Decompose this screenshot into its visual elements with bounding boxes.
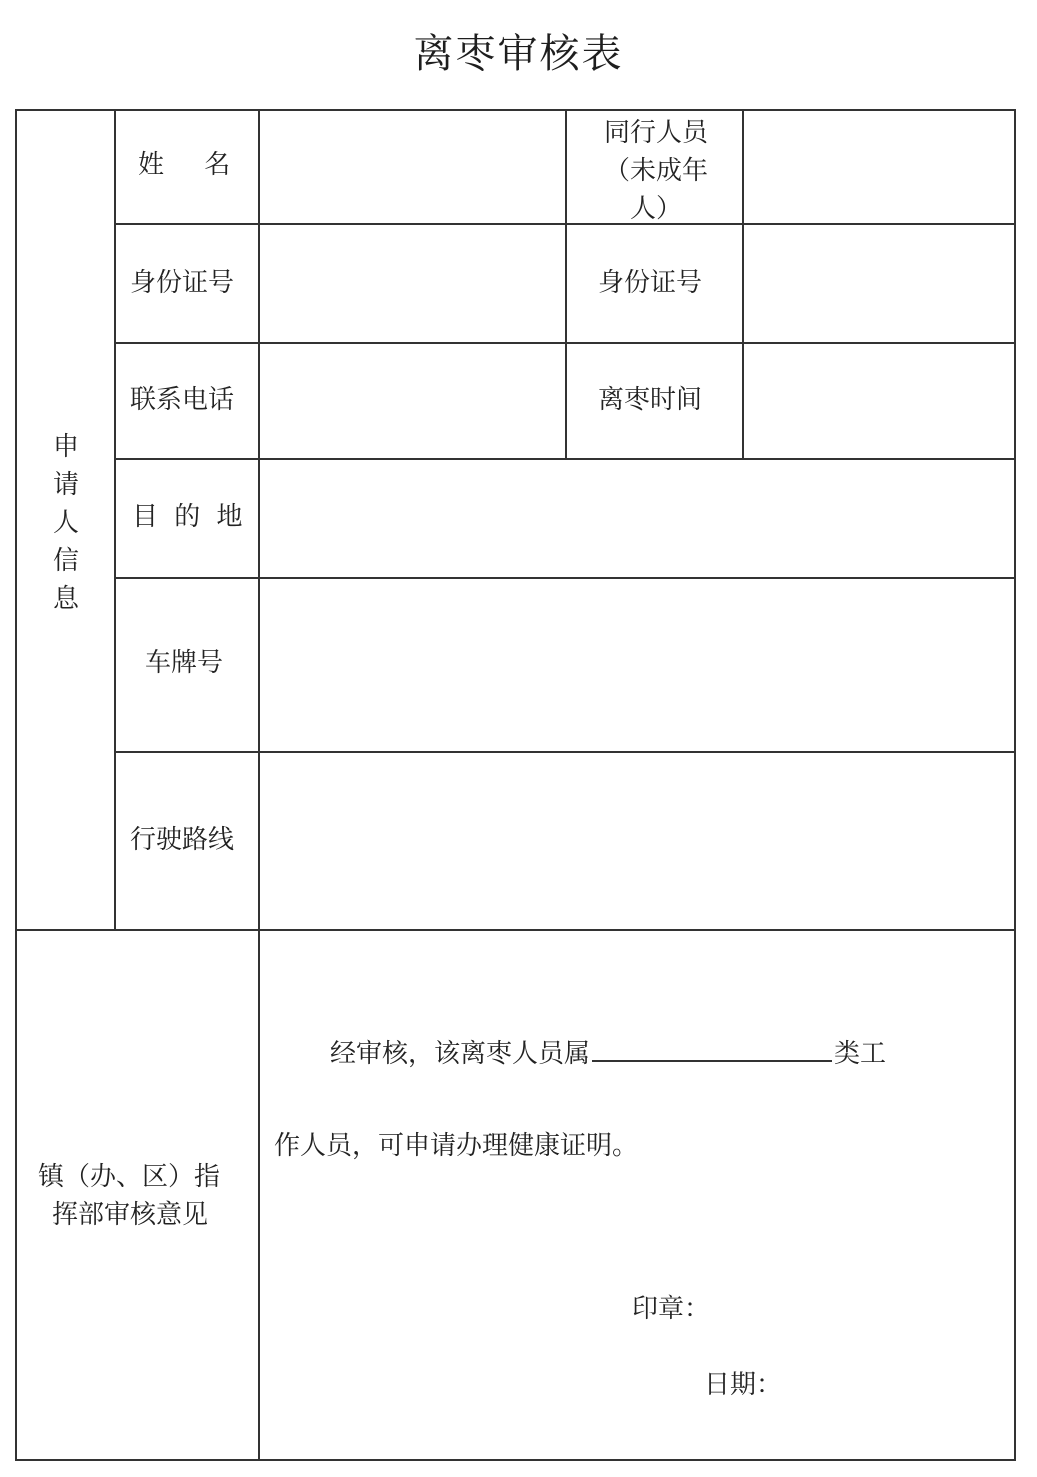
id-number-label: 身份证号: [130, 268, 235, 298]
companion-label: 同行人员 （未成年 人）: [603, 118, 708, 224]
review-opinion-label: 镇（办、区）指 挥部审核意见: [38, 1162, 221, 1230]
date-field[interactable]: [782, 1366, 1002, 1406]
license-plate-label: 车牌号: [145, 648, 224, 678]
applicant-info-label: 申 请 人 信 息: [52, 432, 79, 614]
name-field[interactable]: [262, 113, 562, 221]
phone-field[interactable]: [262, 346, 562, 456]
seal-label: 印章：: [632, 1294, 711, 1324]
seal-field[interactable]: [710, 1290, 990, 1330]
review-statement-continued: 作人员，可申请办理健康证明。: [274, 1131, 639, 1161]
page-title: 离枣审核表: [413, 31, 624, 77]
companion-field[interactable]: [746, 113, 1012, 221]
category-blank[interactable]: [592, 1036, 832, 1062]
route-label: 行驶路线: [130, 825, 235, 855]
companion-id-number-label: 身份证号: [598, 268, 703, 298]
name-label: 姓 名: [138, 150, 233, 180]
id-number-field[interactable]: [262, 227, 562, 340]
departure-time-label: 离枣时间: [598, 385, 703, 415]
destination-label: 目 的 地: [132, 502, 247, 532]
companion-id-number-field[interactable]: [746, 227, 1012, 340]
departure-time-field[interactable]: [746, 346, 1012, 456]
license-plate-field[interactable]: [262, 581, 1012, 749]
route-field[interactable]: [262, 755, 1012, 927]
date-label: 日期：: [704, 1370, 783, 1400]
phone-label: 联系电话: [130, 385, 235, 415]
destination-field[interactable]: [262, 462, 1012, 575]
review-statement: 经审核，该离枣人员属 类工: [330, 1036, 886, 1070]
